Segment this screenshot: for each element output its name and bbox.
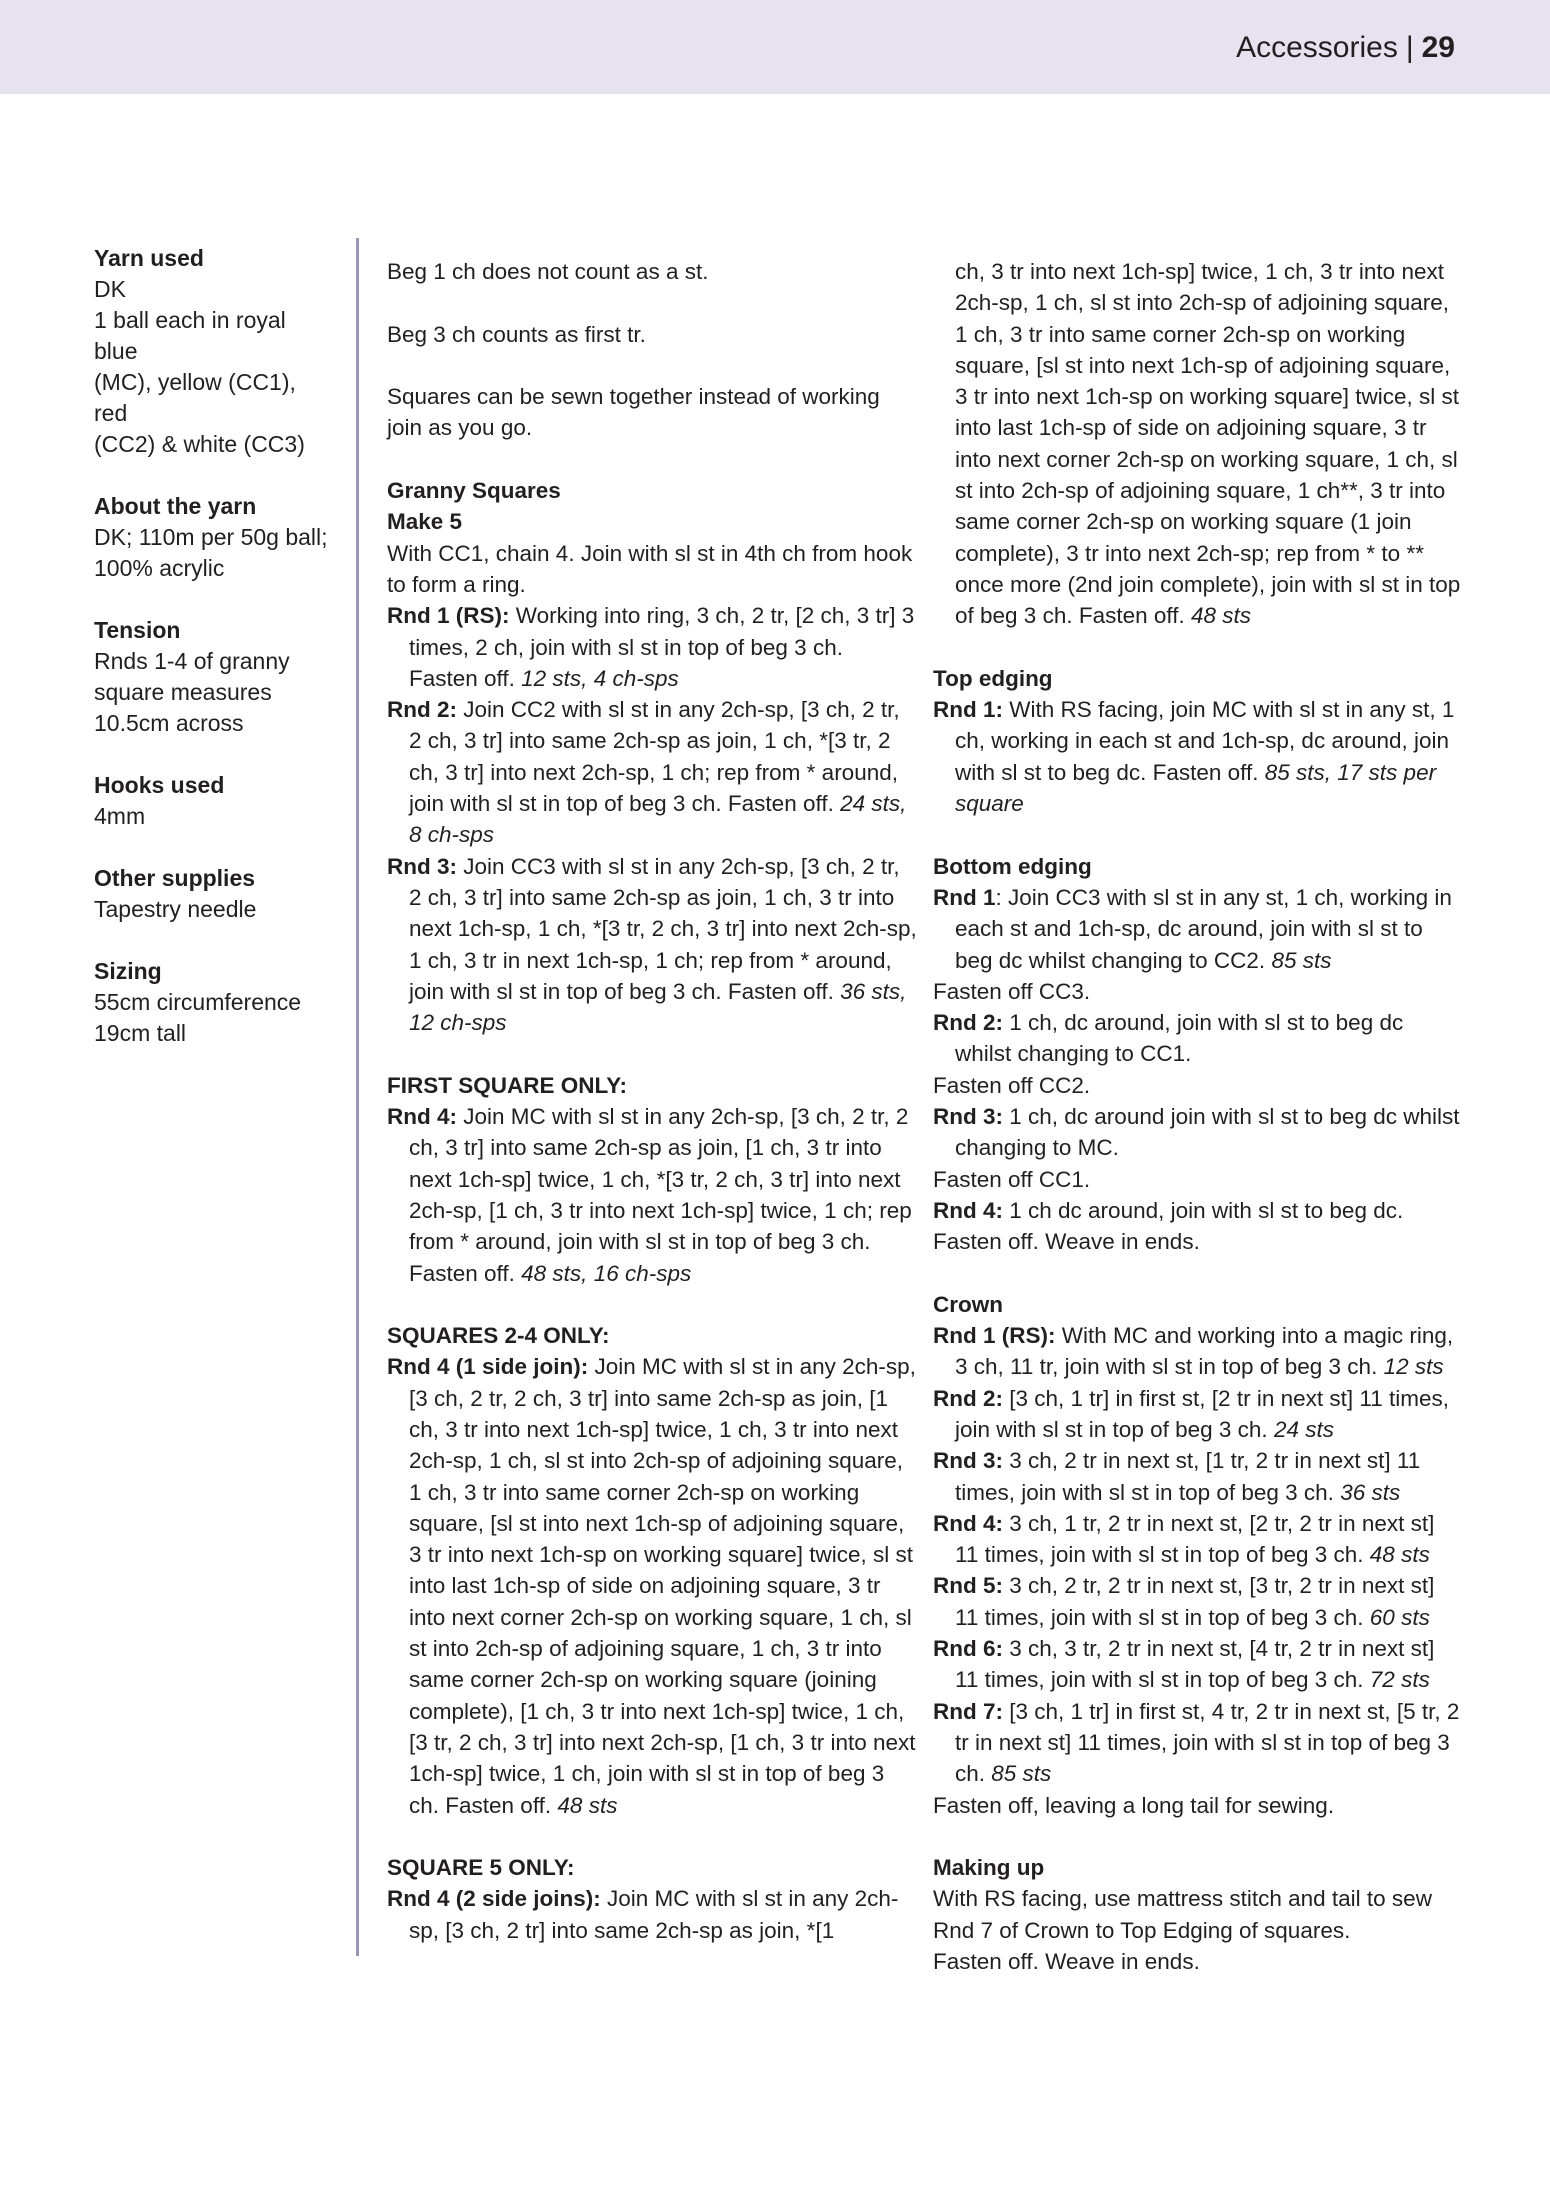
round-label: Rnd 5: [933, 1573, 1003, 1599]
round-label: Rnd 4: [933, 1197, 1003, 1223]
granny-squares-section [387, 475, 917, 1038]
stitch-count: 48 sts, 16 ch-sps [521, 1260, 692, 1286]
info-line: 4mm [94, 803, 146, 829]
round-text: 3 ch, 2 tr, 2 tr in next st, [3 tr, 2 tr in next st] 11 times, join with sl st in top of beg 3 ch. [955, 1573, 1435, 1630]
instruction-text: With RS facing, use mattress stitch and tail to sew Rnd 7 of Crown to Top Edging of squares. [933, 1886, 1432, 1943]
round-instruction [933, 1570, 1463, 1633]
stitch-count: 12 sts, 4 ch-sps [521, 665, 679, 691]
fasten-off-line: Fasten off CC2. [933, 1072, 1091, 1098]
round-text: 3 ch, 3 tr, 2 tr in next st, [4 tr, 2 tr in next st] 11 times, join with sl st in top of beg 3 ch. [955, 1636, 1435, 1693]
round-text: [3 ch, 1 tr] in first st, 4 tr, 2 tr in next st, [5 tr, 2 tr in next st] 11 times, join with sl st in top of beg 3 ch. [955, 1698, 1460, 1787]
section-heading: Yarn used [94, 245, 204, 271]
round-instruction-continued [933, 256, 1463, 632]
info-line: (MC), yellow (CC1), red [94, 369, 296, 426]
section-heading: SQUARE 5 ONLY: [387, 1855, 575, 1881]
section-heading: Granny Squares [387, 478, 561, 504]
section-heading: Crown [933, 1291, 1003, 1317]
header-separator: | [1405, 31, 1414, 64]
note: Squares can be sewn together instead of working join as you go. [387, 384, 880, 441]
stitch-count: 72 sts [1369, 1667, 1430, 1693]
stitch-count: 48 sts [557, 1792, 618, 1818]
round-instruction [933, 1633, 1463, 1696]
hooks-section [94, 770, 334, 832]
round-instruction [933, 1445, 1463, 1508]
pattern-info-sidebar [94, 243, 334, 1080]
stitch-count: 12 sts [1383, 1354, 1444, 1380]
fasten-off-line: Fasten off. Weave in ends. [933, 1229, 1200, 1255]
section-heading: About the yarn [94, 493, 257, 519]
stitch-count: 85 sts [1271, 947, 1332, 973]
pattern-column-2 [933, 256, 1463, 2009]
round-instruction [933, 1007, 1463, 1070]
round-label: Rnd 2: [387, 697, 457, 723]
making-up-section [933, 1852, 1463, 1977]
bottom-edging-section [933, 851, 1463, 1258]
round-label: Rnd 4 (1 side join): [387, 1354, 589, 1380]
section-heading: Making up [933, 1855, 1045, 1881]
info-line: DK; 110m per 50g ball; [94, 524, 328, 550]
info-line: (CC2) & white (CC3) [94, 431, 305, 457]
first-square-section [387, 1070, 917, 1289]
square-5-continued [933, 256, 1463, 632]
fasten-off-line: Fasten off CC3. [933, 978, 1091, 1004]
stitch-count: 60 sts [1369, 1604, 1430, 1630]
fasten-off-line: Fasten off. Weave in ends. [933, 1949, 1200, 1975]
make-count: Make 5 [387, 509, 463, 535]
round-label: Rnd 6: [933, 1636, 1003, 1662]
section-heading: Hooks used [94, 772, 225, 798]
round-text: 1 ch dc around, join with sl st to beg dc. [1003, 1197, 1404, 1223]
round-text: Join CC2 with sl st in any 2ch-sp, [3 ch, 2 tr, 2 ch, 3 tr] into same 2ch-sp as join, 1 ch, *[3 tr, 2 ch, 3 tr] into next 2ch-sp, 1 ch; rep from * around, join with sl st in top of beg 3 ch. Fasten off. [409, 697, 900, 817]
round-text: With MC and working into a magic ring, 3 ch, 11 tr, join with sl st in top of beg 3 ch. [955, 1323, 1454, 1380]
squares-2-4-section [387, 1320, 917, 1821]
pattern-column-1 [387, 256, 917, 1977]
round-text: 3 ch, 2 tr in next st, [1 tr, 2 tr in next st] 11 times, join with sl st in top of beg 3 ch. [955, 1448, 1421, 1505]
info-line: 55cm circumference [94, 989, 302, 1015]
square-5-section [387, 1852, 917, 1946]
round-text: [3 ch, 1 tr] in first st, [2 tr in next st] 11 times, join with sl st in top of beg 3 ch. [955, 1385, 1449, 1442]
other-supplies-section [94, 863, 334, 925]
header-title [1236, 28, 1455, 68]
round-label: Rnd 7: [933, 1698, 1003, 1724]
round-instruction [933, 1101, 1463, 1164]
round-label: Rnd 4: [387, 1104, 457, 1130]
info-line: 100% acrylic [94, 555, 225, 581]
info-line: Rnds 1-4 of granny [94, 648, 290, 674]
round-text: Join MC with sl st in any 2ch-sp, [3 ch, 2 tr, 2 ch, 3 tr] into same 2ch-sp as join, [1 ch, 3 tr into next 1ch-sp] twice, 1 ch, 3 tr into next 2ch-sp, 1 ch, sl st into 2ch-sp of adjoining square, 1 ch, 3 tr into same corner 2ch-sp on working square, [sl st into next 1ch-sp of adjoining square, 3 tr into next 1ch-sp on working square] twice, sl st into last 1ch-sp of side on adjoining square, 3 tr into next corner 2ch-sp on working square, 1 ch, sl st into 2ch-sp of adjoining square, 1 ch, 3 tr into same corner 2ch-sp on working square (joining complete), [1 ch, 3 tr into next 1ch-sp] twice, 1 ch, [3 tr, 2 ch, 3 tr] into next 2ch-sp, [1 ch, 3 tr into next 1ch-sp] twice, 1 ch, join with sl st in top of beg 3 ch. Fasten off. [409, 1354, 916, 1818]
round-instruction [387, 1883, 917, 1946]
fasten-off-line: Fasten off CC1. [933, 1166, 1091, 1192]
round-instruction [387, 1101, 917, 1289]
stitch-count: 24 sts [1273, 1416, 1334, 1442]
round-text: 3 ch, 1 tr, 2 tr in next st, [2 tr, 2 tr in next st] 11 times, join with sl st in top of beg 3 ch. [955, 1510, 1435, 1568]
note: Beg 1 ch does not count as a st. [387, 259, 709, 284]
round-label: Rnd 4 (2 side joins): [387, 1886, 601, 1912]
round-label: Rnd 4: [933, 1510, 1003, 1536]
round-label: Rnd 3: [933, 1448, 1003, 1474]
yarn-used-section [94, 243, 334, 460]
round-label: Rnd 1 (RS): [933, 1323, 1056, 1349]
round-instruction [387, 851, 917, 1039]
instruction-text: With CC1, chain 4. Join with sl st in 4th ch from hook to form a ring. [387, 540, 913, 597]
round-text: Join MC with sl st in any 2ch-sp, [3 ch, 2 tr] into same 2ch-sp as join, *[1 [409, 1886, 899, 1943]
round-text: With RS facing, join MC with sl st in any st, 1 ch, working in each st and 1ch-sp, dc around, join with sl st to beg dc. Fasten off. [955, 697, 1455, 785]
section-heading: Sizing [94, 958, 162, 984]
round-label: Rnd 2: [933, 1010, 1003, 1036]
round-instruction [387, 694, 917, 850]
round-instruction [933, 882, 1463, 976]
sizing-section [94, 956, 334, 1049]
stitch-count: 24 sts, 8 ch-sps [409, 791, 907, 848]
page-number: 29 [1421, 31, 1455, 64]
section-name: Accessories [1236, 31, 1398, 64]
stitch-count: 48 sts [1191, 603, 1252, 629]
crown-section [933, 1289, 1463, 1821]
round-text: Join MC with sl st in any 2ch-sp, [3 ch, 2 tr, 2 ch, 3 tr] into same 2ch-sp as join, [1 ch, 3 tr into next 1ch-sp] twice, 1 ch, *[3 tr, 2 ch, 3 tr] into next 2ch-sp, [1 ch, 3 tr into next 1ch-sp] twice, 1 ch; rep from * around, join with sl st in top of beg 3 ch. Fasten off. [409, 1104, 912, 1286]
round-instruction [933, 1320, 1463, 1383]
round-label: Rnd 3: [387, 853, 457, 879]
stitch-count: 48 sts [1369, 1542, 1430, 1568]
round-instruction [387, 600, 917, 694]
info-line: 1 ball each in royal blue [94, 307, 286, 364]
stitch-count: 85 sts [991, 1761, 1052, 1787]
info-line: 10.5cm across [94, 710, 244, 736]
round-label: Rnd 2: [933, 1385, 1003, 1411]
info-line: 19cm tall [94, 1020, 187, 1046]
round-label: Rnd 1 [933, 884, 996, 910]
round-label: Rnd 1 (RS): [387, 603, 510, 629]
round-instruction [933, 1696, 1463, 1790]
round-instruction [933, 694, 1463, 819]
column-divider [356, 238, 359, 1956]
round-label: Rnd 1: [933, 697, 1003, 723]
section-heading: Top edging [933, 665, 1053, 691]
stitch-count: 36 sts, 12 ch-sps [409, 978, 907, 1036]
info-line: square measures [94, 679, 272, 705]
round-instruction [933, 1195, 1463, 1226]
round-text: 1 ch, dc around, join with sl st to beg dc whilst changing to CC1. [955, 1010, 1404, 1067]
round-text: 1 ch, dc around join with sl st to beg dc whilst changing to MC. [955, 1104, 1460, 1161]
about-yarn-section [94, 491, 334, 584]
top-edging-section [933, 663, 1463, 819]
running-header [0, 0, 1550, 94]
round-instruction [933, 1508, 1463, 1571]
info-line: DK [94, 276, 126, 302]
section-heading: Bottom edging [933, 853, 1092, 879]
round-instruction [387, 1351, 917, 1820]
section-heading: FIRST SQUARE ONLY: [387, 1072, 628, 1098]
round-text: Working into ring, 3 ch, 2 tr, [2 ch, 3 tr] 3 times, 2 ch, join with sl st in top of beg 3 ch. Fasten off. [409, 603, 915, 691]
round-text: Join CC3 with sl st in any 2ch-sp, [3 ch, 2 tr, 2 ch, 3 tr] into same 2ch-sp as join, 1 ch, 3 tr into next 1ch-sp, 1 ch, *[3 tr, 2 ch, 3 tr] into next 2ch-sp, 1 ch, 3 tr in next 1ch-sp, 1 ch; rep from * around, join with sl st in top of beg 3 ch. Fasten off. [409, 853, 917, 1004]
section-heading: Tension [94, 617, 181, 643]
tension-section [94, 615, 334, 739]
stitch-count: 36 sts [1340, 1479, 1401, 1505]
round-text: ch, 3 tr into next 1ch-sp] twice, 1 ch, 3 tr into next 2ch-sp, 1 ch, sl st into 2ch-sp of adjoining square, 1 ch, 3 tr into same corner 2ch-sp on working square, [sl st into next 1ch-sp of adjoining square, 3 tr into next 1ch-sp on working square] twice, sl st into last 1ch-sp of side on adjoining square, 3 tr into next corner 2ch-sp on working square, 1 ch, sl st into 2ch-sp of adjoining square, 1 ch**, 3 tr into same corner 2ch-sp on working square (1 join complete), 3 tr into next 2ch-sp; rep from * to ** once more (2nd join complete), join with sl st in top of beg 3 ch. Fasten off. [955, 259, 1461, 629]
info-line: Tapestry needle [94, 896, 257, 922]
round-label: Rnd 3: [933, 1104, 1003, 1130]
note: Beg 3 ch counts as first tr. [387, 321, 646, 347]
stitch-count: 85 sts, 17 sts per square [955, 759, 1437, 817]
section-heading: Other supplies [94, 865, 256, 891]
round-instruction [933, 1383, 1463, 1446]
round-text: : Join CC3 with sl st in any st, 1 ch, working in each st and 1ch-sp, dc around, join with sl st to beg dc whilst changing to CC2. [955, 884, 1452, 973]
section-heading: SQUARES 2-4 ONLY: [387, 1323, 610, 1349]
fasten-off-line: Fasten off, leaving a long tail for sewing. [933, 1792, 1335, 1818]
